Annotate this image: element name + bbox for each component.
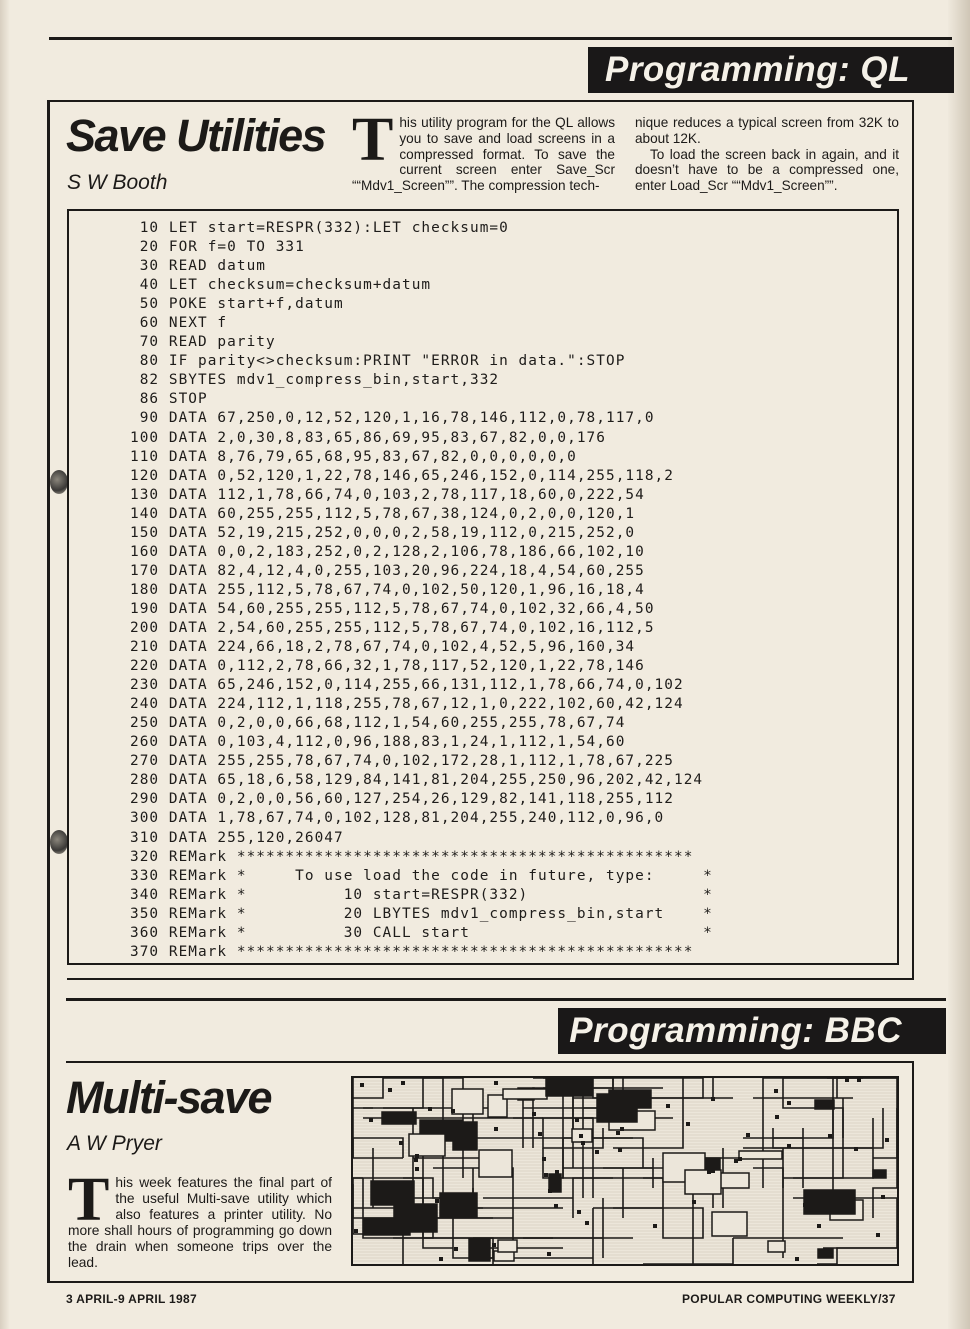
listing-line: 360 REMark * 30 CALL start * [130,924,713,941]
listing-line: 170 DATA 82,4,12,4,0,255,103,20,96,224,18,4,54,60,255 [130,562,645,579]
listing-line: 260 DATA 0,103,4,112,0,96,188,83,1,24,1,112,1,54,60 [130,734,626,751]
listing-line: 160 DATA 0,0,2,183,252,0,2,128,2,106,78,186,66,102,10 [130,543,645,560]
ql-frame-top [49,100,913,102]
listing-line: 60 NEXT f [130,315,228,332]
listing-line: 20 FOR f=0 TO 331 [130,239,305,256]
intro-paragraph-bbc: his week features the final part of the useful Multi-save utility which also features a printer utility. No more shall hours of programming go down the drain when someone trips over the lead. [68,1175,332,1271]
listing-line: 340 REMark * 10 start=RESPR(332) * [130,886,713,903]
listing-line: 90 DATA 67,250,0,12,52,120,1,16,78,146,112,0,78,117,0 [130,410,655,427]
listing-line: 80 IF parity<>checksum:PRINT "ERROR in data.":STOP [130,353,626,370]
listing-line: 310 DATA 255,120,26047 [130,829,344,846]
bbc-frame-top [66,1061,913,1063]
listing-line: 270 DATA 255,255,78,67,74,0,102,172,28,1,112,1,78,67,225 [130,753,674,770]
listing-line: 200 DATA 2,54,60,255,255,112,5,78,67,74,0,102,16,112,5 [130,619,655,636]
section-banner-bbc [558,1008,946,1054]
listing-line: 150 DATA 52,19,215,252,0,0,0,2,58,19,112,0,215,252,0 [130,524,636,541]
intro-paragraph-ql-continued: nique reduces a typical screen from 32K to about 12K. [635,115,899,146]
listing-line: 250 DATA 0,2,0,0,66,68,112,1,54,60,255,255,78,67,74 [130,715,626,732]
listing-line: 50 POKE start+f,datum [130,296,344,313]
page-right-edge [948,0,970,1329]
intro-paragraph-ql-load: To load the screen back in again, and it doesn’t have to be a compressed one, enter Load_Scr ““Mdv1_Screen””. [635,146,899,194]
article-title-ql: Save Utilities [66,110,326,161]
footer-date: 3 APRIL-9 APRIL 1987 [66,1292,197,1306]
page-left-edge [0,0,10,1329]
listing-line: 30 READ datum [130,258,266,275]
section-banner-ql [588,47,954,93]
listing-line: 220 DATA 0,112,2,78,66,32,1,78,117,52,120,1,22,78,146 [130,658,645,675]
section-title-bbc: Programming: BBC [569,1011,902,1050]
listing-line: 120 DATA 0,52,120,1,22,78,146,65,246,152,0,114,255,118,2 [130,467,674,484]
listing-line: 86 STOP [130,391,208,408]
listing-line: 320 REMark *********************************************** [130,848,694,865]
listing-line: 230 DATA 65,246,152,0,114,255,66,131,112,1,78,66,74,0,102 [130,677,684,694]
listing-line: 350 REMark * 20 LBYTES mdv1_compress_bin,start * [130,905,713,922]
intro-text-ql-col1 [352,106,615,194]
dropcap-bbc: T [68,1166,110,1234]
program-listing [130,219,713,962]
bbc-frame-left [47,980,50,1283]
article-title-bbc: Multi-save [66,1072,272,1123]
ql-frame-left [47,100,50,980]
binder-hole-top [50,470,68,494]
author-byline-bbc: A W Pryer [67,1132,162,1155]
program-listing-box [67,209,899,965]
listing-line: 330 REMark * To use load the code in future, type: * [130,867,713,884]
bbc-top-rule [66,998,946,1001]
listing-line: 100 DATA 2,0,30,8,83,65,86,69,95,83,67,82,0,0,176 [130,429,606,446]
listing-line: 110 DATA 8,76,79,65,68,95,83,67,82,0,0,0,0,0,0 [130,448,577,465]
intro-text-bbc [68,1166,332,1272]
top-rule [49,37,952,40]
circuit-board-illustration [351,1076,899,1266]
listing-line: 82 SBYTES mdv1_compress_bin,start,332 [130,372,500,389]
listing-line: 10 LET start=RESPR(332):LET checksum=0 [130,220,509,236]
listing-line: 140 DATA 60,255,255,112,5,78,67,38,124,0,2,0,0,120,1 [130,505,636,522]
listing-line: 290 DATA 0,2,0,0,56,60,127,254,26,129,82,141,118,255,112 [130,791,674,808]
bbc-frame-bottom [47,1281,914,1283]
footer-page-number: POPULAR COMPUTING WEEKLY/37 [682,1292,896,1306]
ql-frame-bottom [67,978,914,980]
author-byline-ql: S W Booth [67,171,168,194]
listing-line: 370 REMark *********************************************** [130,943,694,960]
listing-line: 190 DATA 54,60,255,255,112,5,78,67,74,0,102,32,66,4,50 [130,600,655,617]
listing-line: 300 DATA 1,78,67,74,0,102,128,81,204,255,240,112,0,96,0 [130,810,665,827]
dropcap-ql: T [352,106,394,174]
intro-text-ql-col2 [635,115,899,194]
listing-line: 280 DATA 65,18,6,58,129,84,141,81,204,255,250,96,202,42,124 [130,772,704,789]
section-title-ql: Programming: QL [604,50,910,89]
listing-line: 180 DATA 255,112,5,78,67,74,0,102,50,120,1,96,16,18,4 [130,581,645,598]
listing-line: 40 LET checksum=checksum+datum [130,277,432,294]
ql-frame-right [912,100,914,980]
listing-line: 70 READ parity [130,334,276,351]
bbc-frame-right [912,1061,914,1283]
binder-hole-bottom [50,830,68,854]
listing-line: 210 DATA 224,66,18,2,78,67,74,0,102,4,52,5,96,160,34 [130,639,636,656]
intro-paragraph-ql: his utility program for the QL allows you to save and load screens in a compressed format. To save the current screen enter Save_Scr ““Mdv1_Screen””. The compression tech- [352,115,615,194]
listing-line: 240 DATA 224,112,1,118,255,78,67,12,1,0,222,102,60,42,124 [130,696,684,713]
listing-line: 130 DATA 112,1,78,66,74,0,103,2,78,117,18,60,0,222,54 [130,486,645,503]
